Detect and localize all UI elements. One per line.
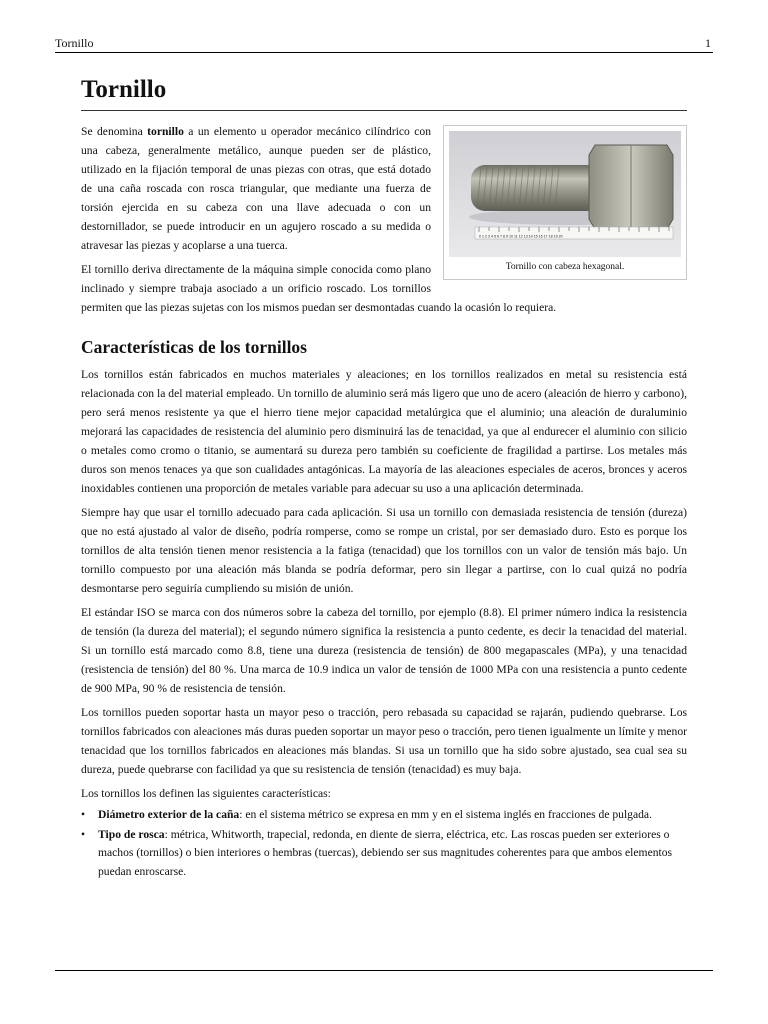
list-item-text: : métrica, Whitworth, trapecial, redonda, en diente de sierra, eléctrica, etc. Las roscas pueden ser exteriores o machos (tornillos) o bien interiores o hembras (tuercas), debiendo ser sus magnitudes coherentes para que ambos elementos puedan enroscarse.	[98, 827, 673, 878]
section-paragraph-3: El estándar ISO se marca con dos números sobre la cabeza del tornillo, por ejemplo (8.8). El primer número indica la resistencia de tensión (la dureza del material); el segundo número significa la resistencia a punto cedente, es decir la tenacidad del material. Si un tornillo está marcado como 8.8, tiene una dureza (resistencia de tensión) de 800 megapascales (MPa), y una tenacidad (resistencia de tensión) del 80 %. Una marca de 10.9 indica un valor de tensión de 1000 MPa con una resistencia a punto cedente de 900 MPa, 90 % de resistencia de tensión.	[81, 606, 687, 695]
list-item	[81, 826, 687, 882]
footer-rule	[55, 970, 713, 971]
list-item-term: Tipo de rosca	[98, 827, 165, 841]
list-item-text: : en el sistema métrico se expresa en mm y en el sistema inglés en fracciones de pulgada.	[239, 808, 652, 821]
section-paragraph-4: Los tornillos pueden soportar hasta un mayor peso o tracción, pero rebasada su capacidad se rajarán, pudiendo quebrarse. Los tornillos fabricados con aleaciones más duras pueden soportar un mayor peso o tracción, pero tienen igualmente un límite y menor tenacidad que los tornillos fabricados en aleaciones más blandas. Si usa un tornillo que ha sido sobre ajustado, sea cual sea su dureza, puede quebrarse con facilidad ya que su resistencia de tensión (tenacidad) es muy baja.	[81, 706, 687, 776]
section-paragraph-1: Los tornillos están fabricados en muchos materiales y aleaciones; en los tornillos realizados en metal su resistencia está relacionada con la del material empleado. Un tornillo de aluminio será más ligero que uno de acero (aleación de hierro y carbono), pero será menos resistente ya que el hierro tiene mejor capacidad metalúrgica que el aluminio; una aleación de duraluminio mejorará las capacidades de resistencia del aluminio pero disminuirá las de tenacidad, ya que al endurecer el aluminio con silicio o metales como cromo o titanio, se aumentará su dureza pero también su coeficiente de fragilidad a partirse. Los metales más duros son menos tenaces ya que son cualidades antagónicas. La mayoría de las aleaciones especiales de aceros, bronces y aceros inoxidables contienen una proporción de metales variable para adecuar su uso a una aplicación determinada.	[81, 368, 687, 495]
article-body	[81, 72, 687, 882]
bolt-photo	[449, 131, 681, 257]
page-number: 1	[705, 36, 711, 50]
intro-text-before: Se denomina	[81, 125, 148, 138]
intro-text-after: a un elemento u operador mecánico cilíndrico con una cabeza, generalmente metálico, aunque pueden ser de plástico, utilizado en la fijación temporal de unas piezas con otras, que está dotado de una caña roscada con rosca triangular, que mediante una fuerza de torsión ejercida en su cabeza con una llave adecuada o con un destornillador, se puede introducir en un agujero roscado a su medida o atravesar las piezas y acoplarse a una tuerca.	[81, 125, 432, 252]
figure-caption: Tornillo con cabeza hexagonal.	[505, 262, 625, 272]
intro-paragraph-2: El tornillo deriva directamente de la máquina simple conocida como plano inclinado y siempre trabaja asociado a un orificio roscado. Los tornillos permiten que las piezas sujetas con los mismos puedan ser desmontadas cuando la ocasión lo requiera.	[81, 263, 557, 314]
bullet: •	[81, 808, 86, 821]
characteristics-list	[81, 806, 687, 881]
section-heading: Características de los tornillos	[81, 337, 307, 357]
running-title: Tornillo	[55, 36, 94, 50]
list-item-term: Diámetro exterior de la caña	[98, 808, 240, 821]
running-header	[55, 34, 713, 53]
section-paragraph-5: Los tornillos los definen las siguientes características:	[81, 787, 331, 800]
article-title: Tornillo	[81, 72, 687, 111]
ruler-numbers: 0 1 2 3 4 5 6 7 8 9 10 11 12 13 14 15 16 17 18 19 20	[479, 234, 563, 239]
list-item	[81, 806, 687, 825]
section-paragraph-2: Siempre hay que usar el tornillo adecuado para cada aplicación. Si usa un tornillo con demasiada resistencia de tensión (dureza) que no está ajustado al valor de diseño, podría romperse, como se rompe un cristal, por ser demasiado duro. Esto es porque los tornillos de alta tensión tienen menor resistencia a la fatiga (tenacidad) que los tornillos con un valor de tensión más bajo. Un tornillo compuesto por una aleación más blanda se podría deformar, pero sin llegar a partirse, con lo cual quizá no podría desmontarse pero seguiría cumpliendo su misión de unión.	[81, 506, 687, 595]
intro-term: tornillo	[147, 125, 184, 138]
figure-box	[443, 125, 687, 280]
bullet: •	[81, 827, 86, 841]
intro-section	[81, 122, 687, 317]
